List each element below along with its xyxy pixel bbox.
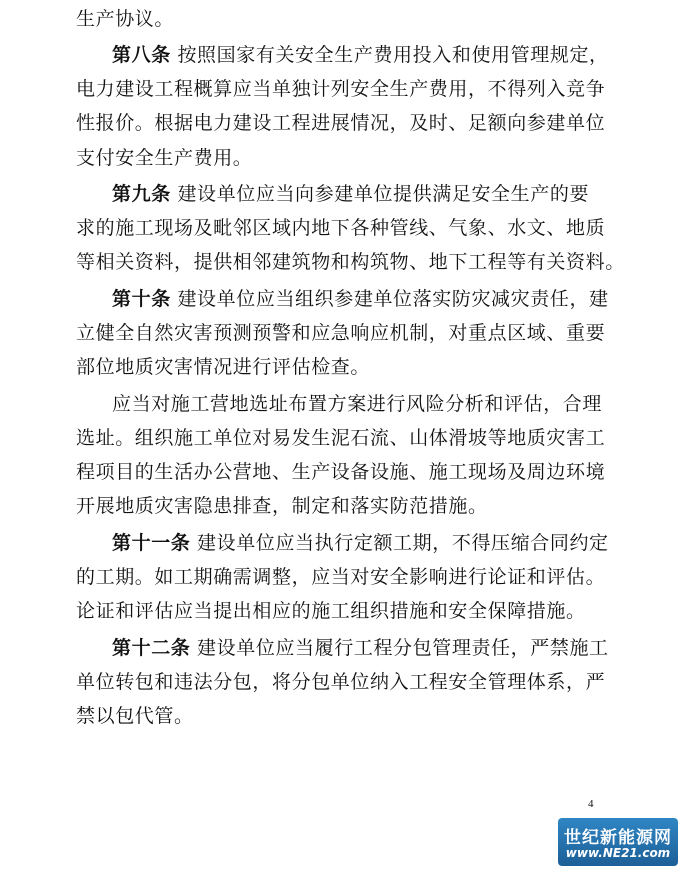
text-line: 单位转包和违法分包，将分包单位纳入工程安全管理体系，严: [76, 671, 606, 693]
text-line: 论证和评估应当提出相应的施工组织措施和安全保障措施。: [76, 600, 586, 622]
text-line: 选址。组织施工单位对易发生泥石流、山体滑坡等地质灾害工: [76, 427, 606, 449]
text-line: 生产协议。: [76, 8, 175, 30]
text-line: 支付安全生产费用。: [76, 147, 253, 169]
text-line: 等相关资料，提供相邻建筑物和构筑物、地下工程等有关资料。: [76, 251, 625, 273]
article-9-heading-line: 第九条 建设单位应当向参建单位提供满足安全生产的要: [112, 183, 590, 205]
watermark-url: www.NE21.com: [565, 846, 671, 860]
article-11-heading-line: 第十一条 建设单位应当执行定额工期，不得压缩合同约定: [112, 532, 609, 554]
article-label: 第九条: [112, 183, 171, 205]
site-watermark-logo: [558, 818, 678, 866]
text-line: 电力建设工程概算应当单独计列安全生产费用，不得列入竞争: [76, 78, 606, 100]
text-line: 部位地质灾害情况进行评估检查。: [76, 356, 371, 378]
text-line: 开展地质灾害隐患排查，制定和落实防范措施。: [76, 495, 488, 517]
text-line: 禁以包代管。: [76, 705, 194, 727]
text-line: 的工期。如工期确需调整，应当对安全影响进行论证和评估。: [76, 566, 606, 588]
page-number: 4: [588, 798, 594, 810]
watermark-title: 世纪新能源网: [564, 828, 672, 848]
paragraph-start-line: 应当对施工营地选址布置方案进行风险分析和评估，合理: [112, 393, 603, 415]
text-line: 性报价。根据电力建设工程进展情况，及时、足额向参建单位: [76, 112, 606, 134]
article-label: 第十条: [112, 288, 171, 310]
article-label: 第八条: [112, 44, 171, 66]
article-8-heading-line: 第八条 按照国家有关安全生产费用投入和使用管理规定，: [112, 44, 609, 66]
article-label: 第十二条: [112, 637, 191, 659]
text-line: 立健全自然灾害预测预警和应急响应机制，对重点区域、重要: [76, 322, 606, 344]
article-10-heading-line: 第十条 建设单位应当组织参建单位落实防灾减灾责任，建: [112, 288, 609, 310]
text-line: 程项目的生活办公营地、生产设备设施、施工现场及周边环境: [76, 461, 606, 483]
article-12-heading-line: 第十二条 建设单位应当履行工程分包管理责任，严禁施工: [112, 637, 609, 659]
text-line: 求的施工现场及毗邻区域内地下各种管线、气象、水文、地质: [76, 217, 606, 239]
article-label: 第十一条: [112, 532, 191, 554]
